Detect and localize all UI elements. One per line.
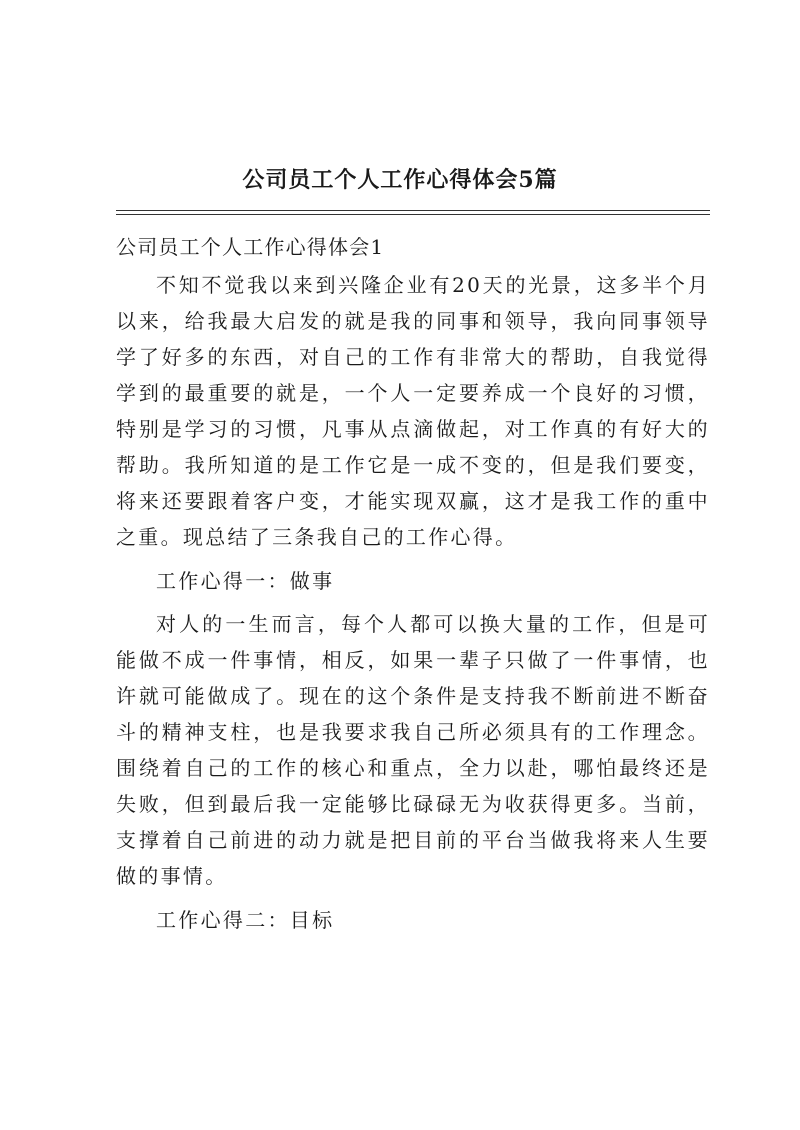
heading-work-insight-two: 工作心得二：目标 xyxy=(156,908,335,932)
document-title: 公司员工个人工作心得体会5篇 xyxy=(242,167,558,193)
paragraph-doing-things: 对人的一生而言，每个人都可以换大量的工作，但是可能做不成一件事情，相反，如果一辈子只做了一件事情，也许就可能做成了。现在的这个条件是支持我不断前进不断奋斗的精神支柱，也是我要求我自己所必须具有的工作理念。围绕着自己的工作的核心和重点，全力以赴，哪怕最终还是失败，但到最后我一定能够比碌碌无为收获得更多。当前，支撑着自己前进的动力就是把目前的平台当做我将来人生要做的事情。 xyxy=(116,612,710,888)
title-divider-top xyxy=(116,210,710,211)
paragraph-intro: 不知不觉我以来到兴隆企业有20天的光景，这多半个月以来，给我最大启发的就是我的同事和领导，我向同事领导学了好多的东西，对自己的工作有非常大的帮助，自我觉得学到的最重要的就是，一个人一定要养成一个良好的习惯，特别是学习的习惯，凡事从点滴做起，对工作真的有好大的帮助。我所知道的是工作它是一成不变的，但是我们要变，将来还要跟着客户变，才能实现双赢，这才是我工作的重中之重。现总结了三条我自己的工作心得。 xyxy=(116,273,710,549)
document-body xyxy=(116,229,710,945)
title-divider-bottom xyxy=(116,214,710,215)
section-title: 公司员工个人工作心得体会1 xyxy=(116,235,385,259)
heading-work-insight-one: 工作心得一：做事 xyxy=(156,569,335,593)
